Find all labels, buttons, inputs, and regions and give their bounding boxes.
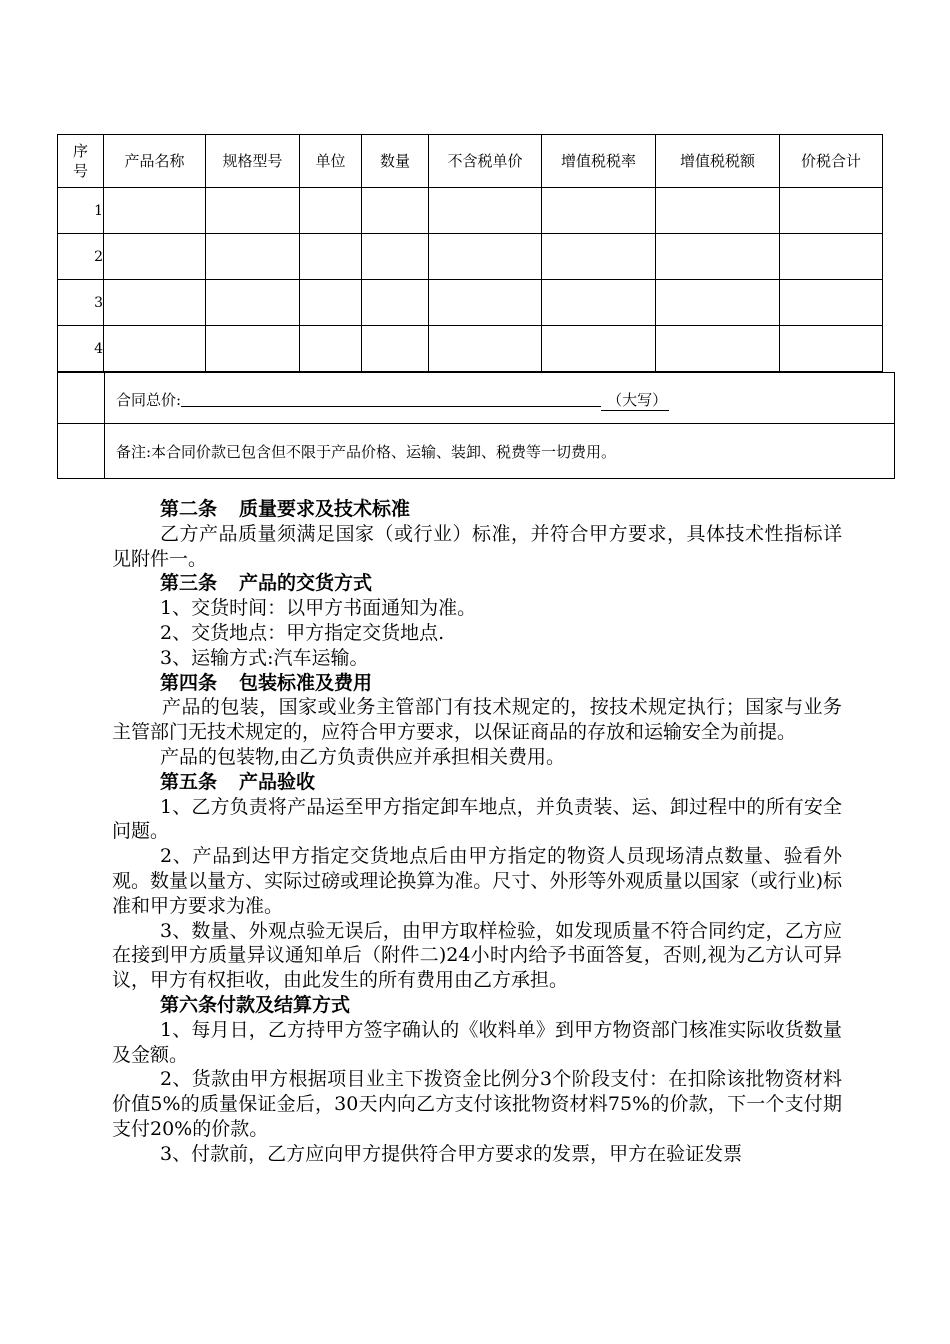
table-cell[interactable] — [104, 280, 206, 326]
row-seq: 1 — [58, 188, 104, 234]
table-cell[interactable] — [104, 188, 206, 234]
header-quantity: 数量 — [362, 135, 429, 188]
article-title: 包装标准及费用 — [239, 671, 373, 694]
table-cell[interactable] — [300, 280, 362, 326]
paragraph: 1、乙方负责将产品运至甲方指定卸车地点，并负责装、运、卸过程中的所有安全问题。 — [112, 795, 842, 843]
contract-total — [116, 389, 669, 411]
table-cell[interactable] — [206, 188, 300, 234]
table-cell[interactable] — [656, 188, 780, 234]
table-cell[interactable] — [656, 234, 780, 280]
paragraph: 3、付款前，乙方应向甲方提供符合甲方要求的发票，甲方在验证发票 — [160, 1142, 743, 1165]
contract-total-row — [57, 372, 895, 424]
table-cell[interactable] — [206, 280, 300, 326]
product-table — [57, 134, 883, 372]
table-cell[interactable] — [362, 326, 429, 372]
section-6-title: 第六条付款及结算方式 — [160, 993, 351, 1016]
table-cell[interactable] — [542, 280, 656, 326]
table-cell[interactable] — [104, 326, 206, 372]
table-cell[interactable] — [780, 188, 883, 234]
note-row — [57, 423, 895, 479]
table-cell[interactable] — [206, 234, 300, 280]
table-cell[interactable] — [300, 234, 362, 280]
header-product-name: 产品名称 — [104, 135, 206, 188]
table-cell[interactable] — [429, 280, 542, 326]
paragraph: 2、产品到达甲方指定交货地点后由甲方指定的物资人员现场清点数量、验看外观。数量以量方、实际过磅或理论换算为准。尺寸、外形等外观质量以国家（或行业)标准和甲方要求为准。 — [112, 845, 842, 917]
contract-total-label: 合同总价: — [116, 391, 182, 409]
table-cell[interactable] — [362, 188, 429, 234]
section-2-title — [112, 497, 842, 522]
header-vat-rate: 增值税税率 — [542, 135, 656, 188]
table-row — [58, 188, 883, 234]
table-cell[interactable] — [362, 280, 429, 326]
row-seq: 2 — [58, 234, 104, 280]
row-seq: 4 — [58, 326, 104, 372]
table-cell[interactable] — [429, 234, 542, 280]
table-cell[interactable] — [780, 280, 883, 326]
table-cell — [58, 423, 105, 478]
table-cell[interactable] — [429, 188, 542, 234]
table-cell — [58, 373, 105, 423]
row-seq: 3 — [58, 280, 104, 326]
contract-total-caps-label: （大写） — [601, 389, 669, 411]
article-title: 质量要求及技术标准 — [239, 498, 411, 520]
table-cell[interactable] — [300, 188, 362, 234]
header-total-incl-tax: 价税合计 — [780, 135, 883, 188]
paragraph: 乙方产品质量须满足国家（或行业）标准，并符合甲方要求，具体技术性指标详见附件一。 — [112, 522, 842, 570]
price-note: 备注:本合同价款已包含但不限于产品价格、运输、装卸、税费等一切费用。 — [116, 443, 617, 461]
table-cell[interactable] — [780, 234, 883, 280]
table-cell[interactable] — [429, 326, 542, 372]
paragraph: 3、运输方式:汽车运输。 — [160, 646, 369, 669]
header-unit-price-excl-tax: 不含税单价 — [429, 135, 542, 188]
article-number: 第四条 — [160, 671, 218, 694]
paragraph: 1、交货时间：以甲方书面通知为准。 — [160, 597, 477, 620]
contract-total-field[interactable] — [181, 390, 601, 407]
table-cell[interactable] — [780, 326, 883, 372]
paragraph: 产品的包装物,由乙方负责供应并承担相关费用。 — [160, 745, 566, 768]
contract-body — [112, 497, 842, 1167]
article-number: 第二条 — [160, 498, 218, 520]
header-seq: 序号 — [58, 135, 104, 188]
table-cell[interactable] — [656, 280, 780, 326]
table-row — [58, 234, 883, 280]
table-row — [58, 326, 883, 372]
table-cell[interactable] — [542, 188, 656, 234]
table-header-row — [58, 135, 883, 188]
paragraph: 2、货款由甲方根据项目业主下拨资金比例分3个阶段支付：在扣除该批物资材料价值5%的质量保证金后，30天内向乙方支付该批物资材料75%的价款，下一个支付期支付20%的价款。 — [112, 1068, 842, 1140]
table-cell[interactable] — [300, 326, 362, 372]
paragraph: 1、每月日，乙方持甲方签字确认的《收料单》到甲方物资部门核准实际收货数量及金额。 — [112, 1018, 842, 1066]
paragraph: 产品的包装，国家或业务主管部门有技术规定的，按技术规定执行；国家与业务主管部门无技术规定的，应符合甲方要求，以保证商品的存放和运输安全为前提。 — [112, 696, 842, 744]
table-cell[interactable] — [104, 234, 206, 280]
paragraph: 3、数量、外观点验无误后，由甲方取样检验，如发现质量不符合同约定，乙方应在接到甲方质量异议通知单后（附件二)24小时内给予书面答复，否则,视为乙方认可异议，甲方有权拒收，由此发生的所有费用由乙方承担。 — [112, 919, 842, 992]
article-title: 产品的交货方式 — [239, 572, 373, 595]
header-spec-model: 规格型号 — [206, 135, 300, 188]
article-number: 第五条 — [160, 770, 218, 793]
table-cell[interactable] — [206, 326, 300, 372]
table-row — [58, 280, 883, 326]
section-5-title — [112, 770, 842, 795]
header-vat-amount: 增值税税额 — [656, 135, 780, 188]
table-cell[interactable] — [656, 326, 780, 372]
article-title: 产品验收 — [239, 770, 316, 793]
article-number: 第三条 — [160, 572, 218, 595]
table-cell[interactable] — [542, 326, 656, 372]
table-cell[interactable] — [542, 234, 656, 280]
section-4-title — [112, 671, 842, 696]
header-unit: 单位 — [300, 135, 362, 188]
table-cell[interactable] — [362, 234, 429, 280]
paragraph: 2、交货地点：甲方指定交货地点. — [160, 621, 445, 644]
section-3-title — [112, 571, 842, 596]
